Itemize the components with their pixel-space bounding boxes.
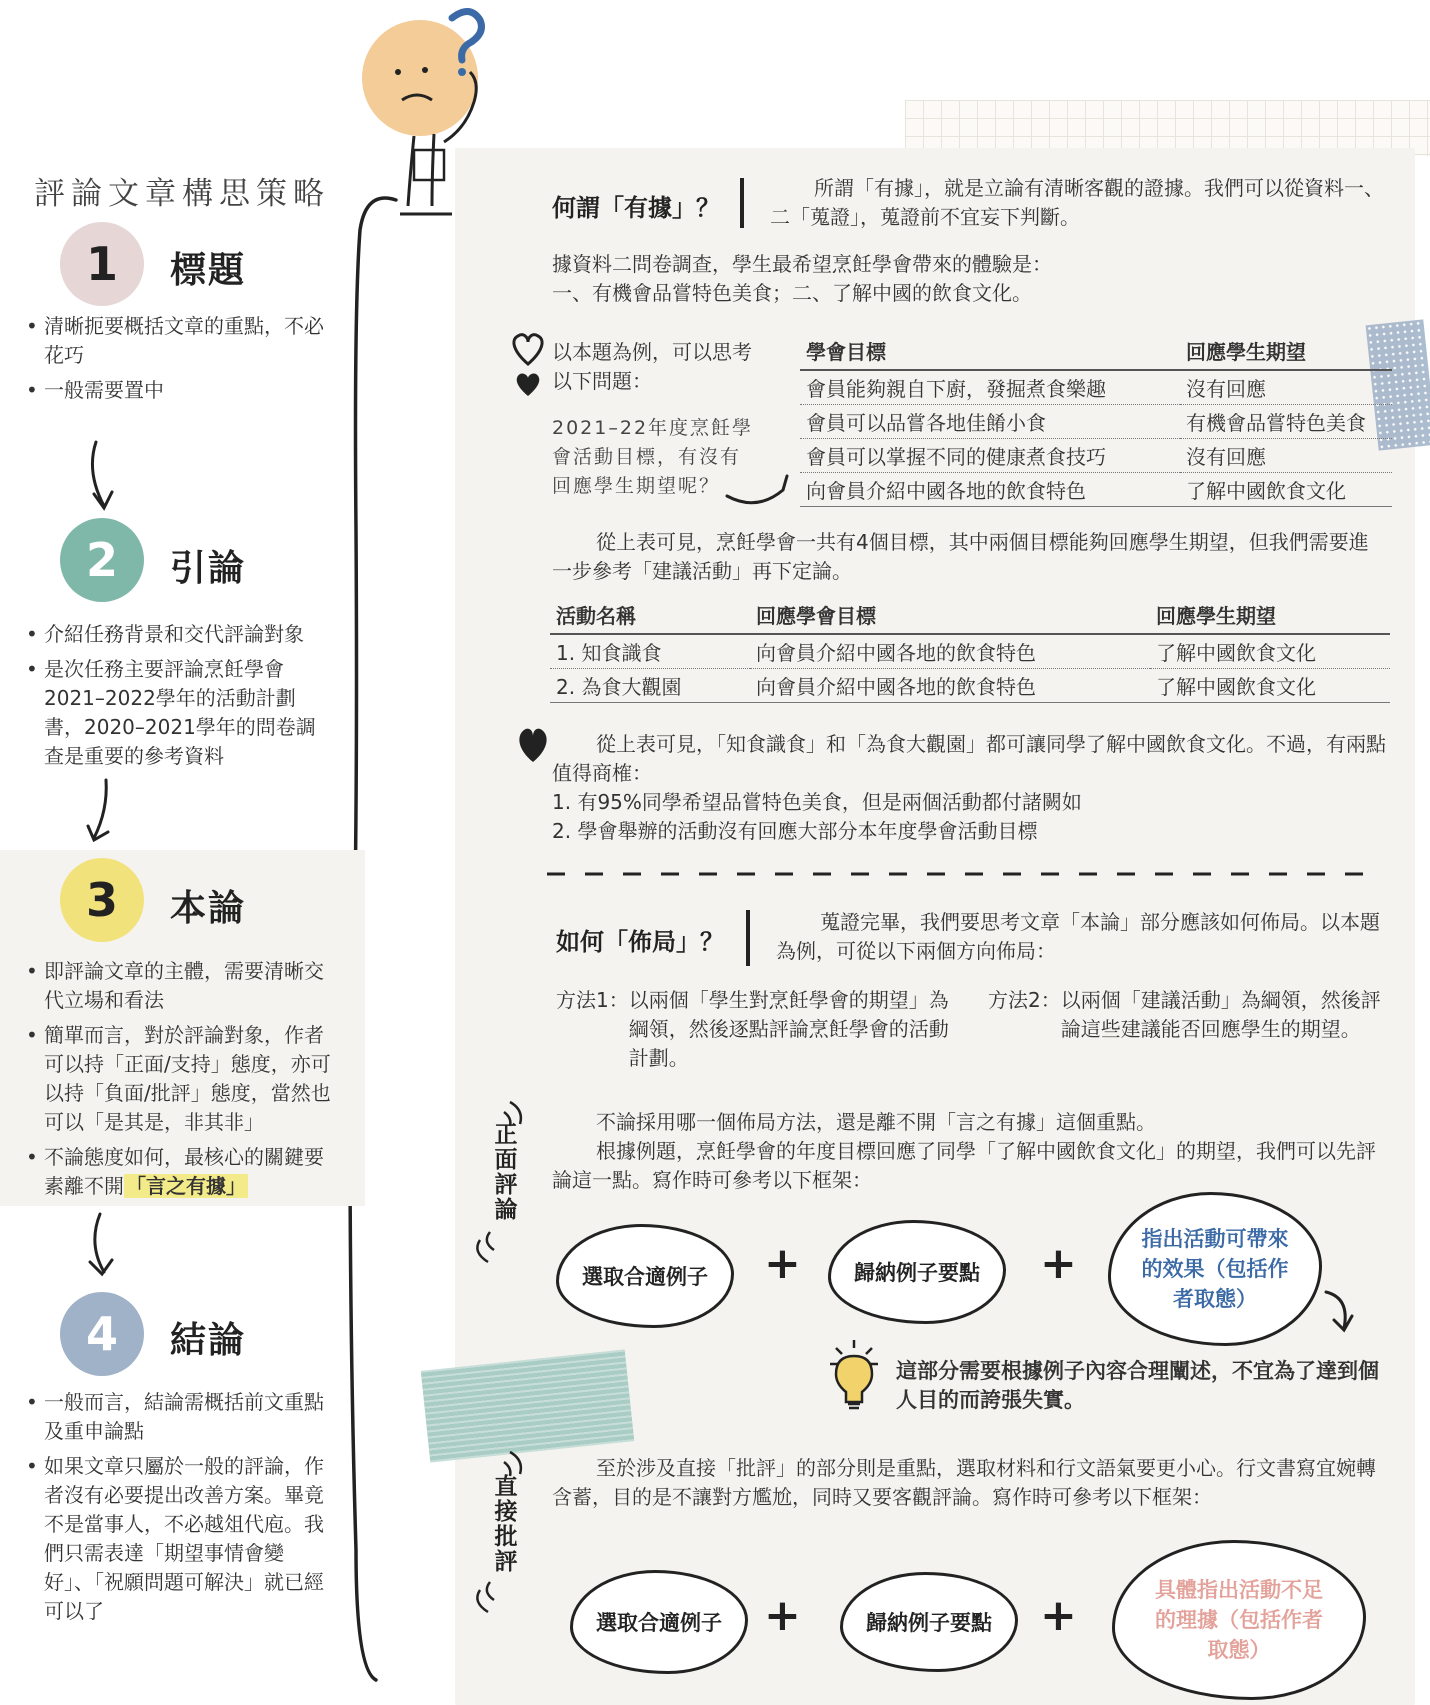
divider [746,910,750,966]
table-header: 回應學生期望 [1180,334,1392,370]
table-header: 回應學會目標 [750,598,1150,634]
framework-box-summarize: 歸納例子要點 [828,1220,1006,1324]
step-2-bullets [22,620,332,777]
step-1-bullets [22,312,332,411]
table-header: 學會目標 [800,334,1180,370]
table-header: 活動名稱 [550,598,750,634]
positive-critique-label: 正面評論 [494,1121,518,1223]
lightbulb-icon [828,1338,882,1412]
list-item: • 一般而言，結論需概括前文重點及重申論點 [22,1388,332,1446]
layout-heading: 如何「佈局」？ [556,927,724,956]
table-row: 會員可以品嘗各地佳餚小食 有機會品嘗特色美食 [800,405,1392,439]
direct-critique-label: 直接批評 [494,1473,518,1575]
step-3-bullets [22,957,332,1207]
step-1-badge: 1 [60,222,144,306]
step-4-bullets [22,1388,332,1632]
step-4-badge: 4 [60,1292,144,1376]
guiding-question: 2021–22年度烹飪學會活動目標，有沒有回應學生期望呢？ [552,417,754,497]
heart-icon [510,330,546,400]
list-item: • 是次任務主要評論烹飪學會2021–2022學年的活動計劃書，2020–2021學年的問卷調查是重要的參考資料 [22,655,332,771]
divider [740,178,744,228]
survey-summary: 據資料二問卷調查，學生最希望烹飪學會帶來的體驗是： 一、有機會品嘗特色美食；二、了解中國的飲食文化。 [552,252,1052,305]
table-row: 2. 為食大觀園 向會員介紹中國各地的飲食特色 了解中國飲食文化 [550,669,1390,703]
list-item: • 簡單而言，對於評論對象，作者可以持「正面/支持」態度，亦可以持「負面/批評」態度，當然也可以「是其是，非其非」 [22,1021,332,1137]
list-item: • 即評論文章的主體，需要清晰交代立場和看法 [22,957,332,1015]
method-2: 方法2： 以兩個「建議活動」為綱領，然後評論這些建議能否回應學生的期望。 [988,988,1381,1041]
step-2-title: 引論 [170,547,247,589]
step-1-title: 標題 [170,249,247,291]
arrow-down-icon [82,776,122,846]
arrow-curve-icon [725,470,795,510]
table-row: 會員可以掌握不同的健康煮食技巧 沒有回應 [800,439,1392,473]
framework-box-select-example: 選取合適例子 [570,1570,748,1674]
activities-table [550,598,1390,703]
positive-paragraph: 不論採用哪一個佈局方法，還是離不開「言之有據」這個重點。 根據例題，烹飪學會的年度目標回應了同學「了解中國飲食文化」的期望，我們可以先評論這一點。寫作時可參考以下框架： [552,1110,1376,1192]
plus-icon: + [764,1238,801,1289]
tip-text: 這部分需要根據例子內容合理闡述，不宜為了達到個人目的而誇張失實。 [896,1358,1379,1412]
step-4-title: 結論 [170,1319,247,1361]
page-title: 評論文章構思策略 [34,176,330,212]
list-item: • 如果文章只屬於一般的評論，作者沒有必要提出改善方案。畢竟不是當事人，不必越俎代庖。我們只需表達「期望事情會變好」、「祝願問題可解決」就已經可以了 [22,1452,332,1626]
goals-table [800,334,1392,507]
layout-intro: 蒐證完畢，我們要思考文章「本論」部分應該如何佈局。以本題為例，可從以下兩個方向佈局： [776,910,1380,963]
step-3-badge: 3 [60,858,144,942]
table1-conclusion: 從上表可見，烹飪學會一共有4個目標，其中兩個目標能夠回應學生期望，但我們需要進一步參考「建議活動」再下定論。 [552,530,1369,583]
list-item: • 介紹任務背景和交代評論對象 [22,620,332,649]
think-prompt: 以本題為例，可以思考以下問題： [552,340,752,393]
framework-box-select-example: 選取合適例子 [556,1224,734,1328]
arrow-curve-icon [1322,1290,1372,1350]
plus-icon: + [764,1590,801,1641]
heart-filled-icon [516,724,550,764]
table-row: 1. 知食識食 向會員介紹中國各地的飲食特色 了解中國飲食文化 [550,634,1390,669]
list-item: • 不論態度如何，最核心的關鍵要素離不開 「言之有據」 [22,1143,332,1201]
list-item: • 一般需要置中 [22,376,332,405]
framework-box-effect: 指出活動可帶來的效果（包括作者取態） [1108,1192,1322,1346]
plus-icon: + [1040,1590,1077,1641]
evidence-definition: 所謂「有據」，就是立論有清晰客觀的證據。我們可以從資料一、二「蒐證」，蒐證前不宜妄下判斷。 [770,176,1384,229]
face-icon [362,20,478,136]
arrow-down-icon [82,1210,122,1282]
plus-icon: + [1040,1238,1077,1289]
critique-paragraph: 至於涉及直接「批評」的部分則是重點，選取材料和行文語氣要更小心。行文書寫宜婉轉含蓄，目的是不讓對方尷尬，同時又要客觀評論。寫作時可參考以下框架： [552,1456,1376,1509]
step-2-badge: 2 [60,518,144,602]
dashed-divider [545,866,1375,882]
method-1: 方法1： 以兩個「學生對烹飪學會的期望」為綱領，然後逐點評論烹飪學會的活動計劃。 [556,988,949,1070]
arrow-down-icon [82,438,122,514]
list-item: • 清晰扼要概括文章的重點，不必花巧 [22,312,332,370]
step-3-title: 本論 [170,887,247,929]
table-row: 向會員介紹中國各地的飲食特色 了解中國飲食文化 [800,473,1392,507]
table-row: 會員能夠親自下廚，發掘煮食樂趣 沒有回應 [800,370,1392,405]
table2-analysis: 從上表可見，「知食識食」和「為食大觀園」都可讓同學了解中國飲食文化。不過，有兩點值得商榷： 1. 有95%同學希望品嘗特色美食，但是兩個活動都付諸闕如 2. 學會舉辦的活動沒有回應大部分本年度學會活動目標 [552,732,1386,843]
key-phrase-highlight: 「言之有據」 [126,1174,246,1198]
evidence-heading: 何謂「有據」？ [552,193,720,222]
table-header: 回應學生期望 [1150,598,1390,634]
framework-box-shortcomings: 具體指出活動不足的理據（包括作者取態） [1112,1540,1366,1700]
framework-box-summarize: 歸納例子要點 [840,1572,1018,1672]
